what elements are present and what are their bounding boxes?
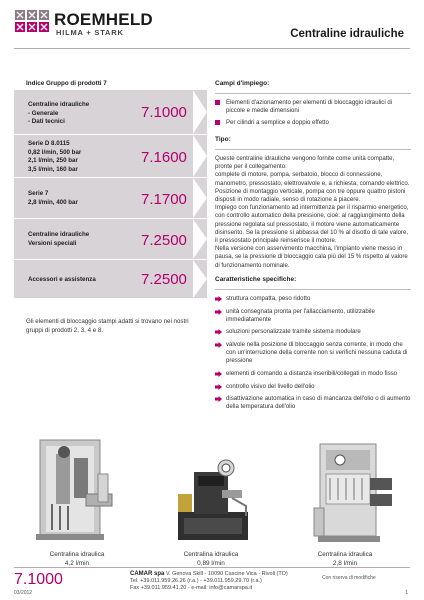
bullet-square-icon [215,120,220,125]
bullet-arrow-icon [215,296,222,302]
list-item: struttura compatta, peso ridotto [215,295,411,303]
list-item: Elementi d'azionamento per elementi di bloccaggio idraulici di piccole e medie dimensioni [215,99,411,115]
bullet-arrow-icon [215,384,222,390]
product-caption: Centralina idraulica 2,8 l/min [317,551,373,567]
campi-list [215,99,411,127]
caratteristiche-list [215,295,411,412]
product-image-4-2 [26,434,126,544]
index-row[interactable] [14,90,207,134]
index-row[interactable] [14,219,207,259]
product-caption: Centralina idraulica 4,2 l/min [49,551,105,567]
index-row-code: 7.1700 [141,191,187,208]
index-row-code: 7.1600 [141,149,187,166]
row-arrow-icon [193,178,207,218]
row-arrow-icon [193,260,207,298]
index-row-code: 7.2500 [141,271,187,288]
index-row[interactable] [14,260,207,298]
brand-subtitle: HILMA + STARK [56,28,124,37]
list-item: elementi di comando a distanza inseribili/collegati in modo fisso [215,370,411,378]
list-item: controllo visivo del livello dell'olio [215,383,411,391]
section-divider [215,289,411,290]
caratteristiche-title: Caratteristiche specifiche: [215,275,297,283]
list-item: Per cilindri a semplice e doppio effetto [215,119,411,127]
tipo-title: Tipo: [215,135,231,143]
brand-name: ROEMHELD [54,10,153,29]
roemheld-logo-icon [14,9,50,33]
tipo-text: Queste centraline idrauliche vengono fornite come unità compatte, pronte per il collegamento: complete di motore, pompa, serbatoio, blocco di connessione, manometro, pressostato, elettrovalvole e, a richiesta, comando elettrico. Posizione di montaggio verticale, pompa con tre oppure quattro pistoni disposti in modo radiale, senso di rotazione a piacere. Impiego con funzionamento ad intermittenza per il risparmio energetico, con controllo automatico della pressione, cioè: al raggiungimento della pressione regolata sul pressostato, il motore viene automaticamente disinserito. Se la pressione si abbassa del 10 % al disotto di tale valore, il pressostato principale reinserisce il motore. Nella versione con asservimento macchina, l'impianto viene messo in pausa, se la pressione di bloccaggio cala più del 15 % rispetto al valore di funzionamento nominale. [215,155,410,269]
footer-note: Con riserva di modifiche [322,575,376,581]
description-column [215,80,411,416]
index-row-code: 7.2500 [141,232,187,249]
company-tel: Tel. +39.011.959.26.26 (r.a.) - +39.011.959.29.70 (r.a.) [130,577,262,584]
footer-company [130,571,310,591]
index-row-label: Accessori e assistenza [28,276,96,283]
index-row[interactable] [14,135,207,177]
index-row-label: Centraline idrauliche Versioni speciali [28,231,90,247]
bullet-arrow-icon [215,309,222,315]
header-divider [14,48,410,49]
page-header [0,0,424,60]
bullet-arrow-icon [215,329,222,335]
company-fax: Fax +39.011.959.41.20 - e-mail: info@camarspa.it [130,584,253,591]
index-row-code: 7.1000 [141,104,187,121]
footer-date: 03/2012 [14,590,33,596]
footer-code: 7.1000 [14,571,63,588]
index-note: Gli elementi di bloccaggio stampi adatti si trovano nei nostri gruppi di prodotti 2, 3, 4 e 8. [26,318,189,334]
section-divider [215,93,411,94]
row-arrow-icon [193,219,207,259]
list-item: valvole nella posizione di bloccaggio senza corrente, in modo che con un'interruzione della corrente non si verifichi nessuna caduta di pressione [215,341,411,366]
section-divider [215,149,411,150]
footer-divider [14,567,410,568]
bullet-arrow-icon [215,371,222,377]
bullet-arrow-icon [215,342,222,348]
product-image-2-8 [300,438,400,546]
index-table [14,90,207,299]
index-row[interactable] [14,178,207,218]
product-caption: Centralina idraulica 0,89 l/min [183,551,239,567]
company-address: V. Genova Skill - 10090 Cascine Vica - Rivoli (TO) [165,571,288,577]
bullet-arrow-icon [215,396,222,402]
index-row-label: Serie 7 2,8 l/min, 400 bar [28,190,78,206]
page-number: 1 [405,590,408,596]
campi-title: Campi d'impiego: [215,80,270,87]
index-heading: Indice Gruppo di prodotti 7 [26,80,107,87]
bullet-square-icon [215,100,220,105]
company-name: CAMAR spa [130,571,165,577]
row-arrow-icon [193,90,207,134]
list-item: disattivazione automatica in caso di mancanza dell'olio o di aumento della temperatura dell'olio [215,395,411,411]
list-item: unità consegnata pronta per l'allacciamento, utilizzabile immediatamente [215,308,411,324]
index-row-label: Serie D 8.0115 0,82 l/min, 500 bar 2,1 l/min, 250 bar 3,5 l/min, 160 bar [28,140,82,173]
product-image-0-89 [168,450,258,544]
page-title: Centraline idrauliche [290,28,404,40]
row-arrow-icon [193,135,207,177]
list-item: soluzioni personalizzate tramite sistema modulare [215,328,411,336]
index-row-label: Centraline idrauliche - Generale - Dati tecnici [28,101,90,126]
